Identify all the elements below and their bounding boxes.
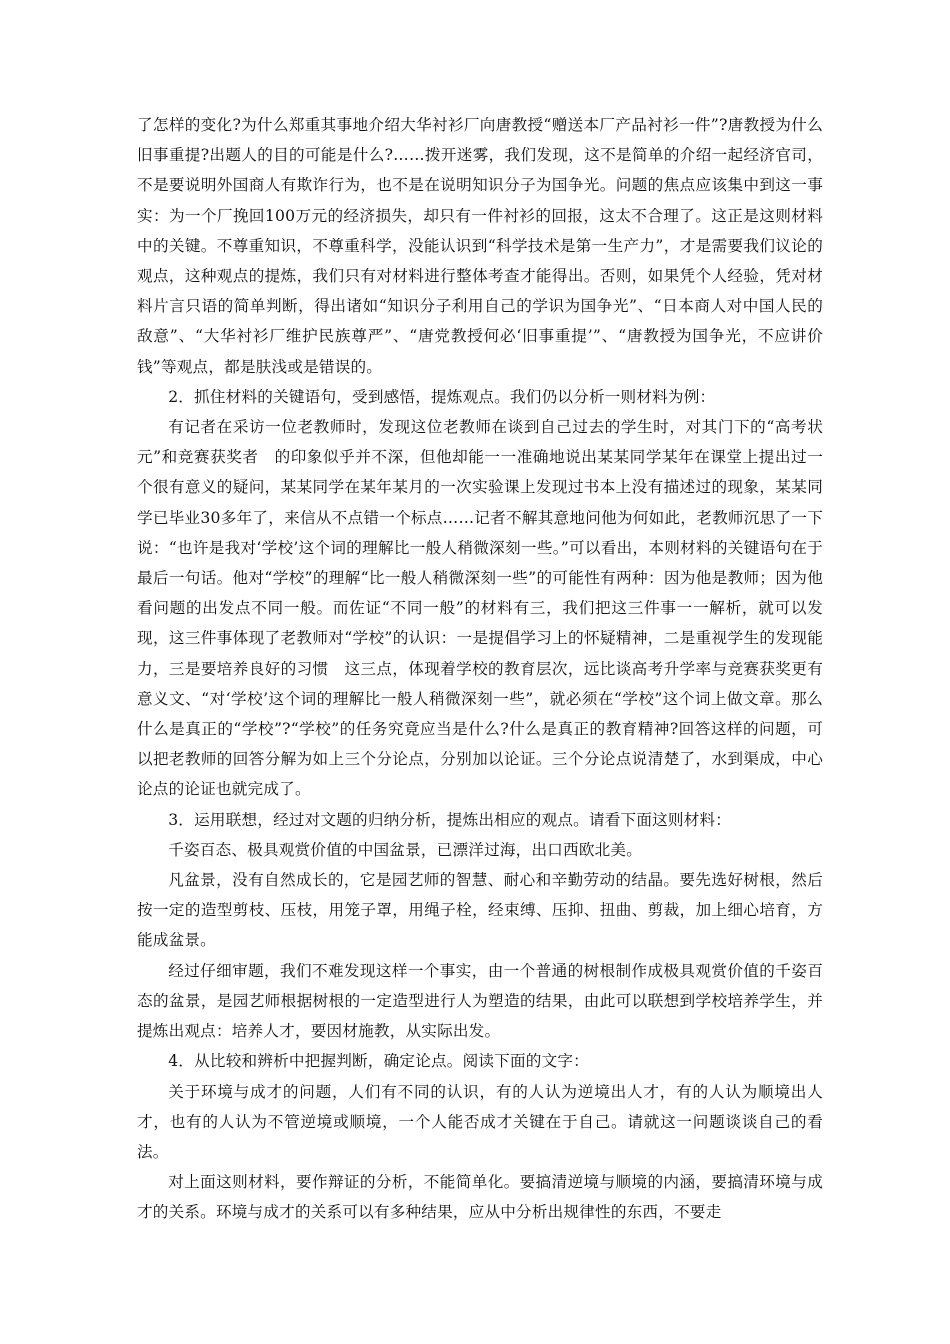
paragraph-method-2-heading: 2．抓住材料的关键语句，受到感悟，提炼观点。我们仍以分析一则材料为例：: [168, 387, 716, 406]
paragraph-bonsai-analysis: 经过仔细审题，我们不难发现这样一个事实，由一个普通的树根制作成极具观赏价值的千姿百态的盆景，是园艺师根据树根的一定造型进行人为塑造的结果，由此可以联想到学校培养学生，并提炼出观点：培养人才，要因材施教，从实际出发。: [137, 961, 823, 1041]
document-page: [137, 110, 823, 1228]
paragraph-environment-analysis: 对上面这则材料，要作辩证的分析，不能简单化。要搞清逆境与顺境的内涵，要搞清环境与成才的关系。环境与成才的关系可以有多种结果，应从中分析出规律性的东西，不要走: [137, 1173, 823, 1222]
paragraph-continuation: 了怎样的变化?为什么郑重其事地介绍大华衬衫厂向唐教授“赠送本厂产品衬衫一件”?唐教授为什么旧事重提?出题人的目的可能是什么?……拨开迷雾，我们发现，这不是简单的介绍一起经济官司，不是要说明外国商人有欺诈行为，也不是在说明知识分子为国争光。问题的焦点应该集中到这一事实：为一个厂挽回100万元的经济损失，却只有一件衬衫的回报，这太不合理了。这正是这则材料中的关键。不尊重知识，不尊重科学，没能认识到“科学技术是第一生产力”，才是需要我们议论的观点，这种观点的提炼，我们只有对材料进行整体考查才能得出。否则，如果凭个人经验，凭对材料片言只语的简单判断，得出诸如“知识分子利用自己的学识为国争光”、“日本商人对中国人民的敌意”、“大华衬衫厂维护民族尊严”、“唐党教授何必‘旧事重提’”、“唐教授为国争光，不应讲价钱”等观点，都是肤浅或是错误的。: [137, 116, 823, 376]
paragraph-method-4-heading: 4．从比较和辨析中把握判断，确定论点。阅读下面的文字：: [168, 1052, 589, 1071]
paragraph-environment-material: 关于环境与成才的问题，人们有不同的认识，有的人认为逆境出人才，有的人认为顺境出人才，也有的人认为不管逆境或顺境，一个人能否成才关键在于自己。请就这一问题谈谈自己的看法。: [137, 1082, 823, 1161]
paragraph-bonsai-detail: 凡盆景，没有自然成长的，它是园艺师的智慧、耐心和辛勤劳动的结晶。要先选好树根，然后按一定的造型剪枝、压枝，用笼子罩，用绳子栓，经束缚、压抑、扭曲、剪裁，加上细心培育，方能成盆景。: [137, 871, 823, 950]
paragraph-bonsai-intro: 千姿百态、极具观赏价值的中国盆景，已漂洋过海，出口西欧北美。: [168, 840, 643, 859]
paragraph-method-3-heading: 3．运用联想，经过对文题的归纳分析，提炼出相应的观点。请看下面这则材料：: [168, 810, 732, 829]
paragraph-teacher-material: 有记者在采访一位老教师时，发现这位老教师在谈到自己过去的学生时，对其门下的“高考状元”和竞赛获奖者 的印象似乎并不深，但他却能一一准确地说出某某同学某年在课堂上提出过一个很有意义的疑问，某某同学在某年某月的一次实验课上发现过书本上没有描述过的现象，某某同学已毕业30多年了，来信从不点错一个标点……记者不解其意地问他为何如此，老教师沉思了一下说：“也许是我对‘学校’这个词的理解比一般人稍微深刻一些。”可以看出，本则材料的关键语句在于最后一句话。他对“学校”的理解“比一般人稍微深刻一些”的可能性有两种：因为他是教师；因为他看问题的出发点不同一般。而佐证“不同一般”的材料有三，我们把这三件事一一解析，就可以发现，这三件事体现了老教师对“学校”的认识：一是提倡学习上的怀疑精神，二是重视学生的发现能力，三是要培养良好的习惯 这三点，体现着学校的教育层次，远比谈高考升学率与竞赛获奖更有意义文、“对‘学校’这个词的理解比一般人稍微深刻一些”，就必须在“学校”这个词上做文章。那么什么是真正的“学校”?“学校”的任务究竟应当是什么?什么是真正的教育精神?回答这样的问题，可以把老教师的回答分解为如上三个分论点，分别加以论证。三个分论点说清楚了，水到渠成，中心论点的论证也就完成了。: [137, 418, 823, 799]
